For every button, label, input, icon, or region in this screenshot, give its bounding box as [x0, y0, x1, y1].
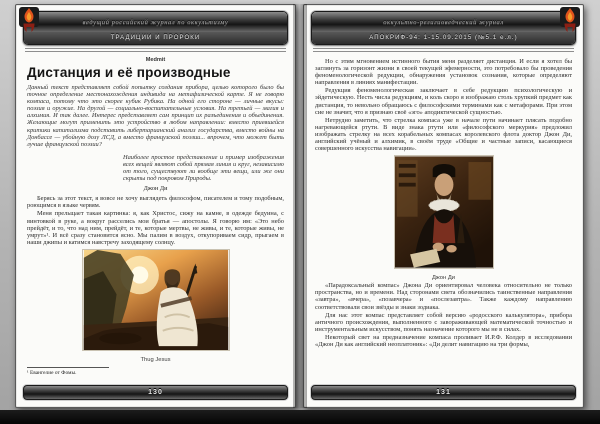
epigraph-quote: Наиболее простое представление и пример изображения всех вещей являют собой прямая линия и круг, независимо от того, существуют ли вообще эти вещи, или же они скрыты под покровом Природы.: [123, 153, 284, 183]
header-rule: [25, 48, 286, 52]
john-dee-caption: Джон Ди: [431, 275, 455, 282]
viewer-bottom-bar: [0, 410, 600, 424]
john-dee-portrait: [394, 155, 494, 269]
article-content-right: [304, 52, 583, 348]
epigraph-author: Джон Ди: [143, 185, 168, 193]
paragraph: Редукция феноменологическая заключает в себе редукцию психологическую и эйдетическую. Несть числа редукциям, и коль скоро я изображаю столь хрупкий предмет как дистанция, то невольно обращаюсь с философскими терминами как с метафорами. При этом сие не значит, что я признаю своё «эго» аподиктической сущностью.: [315, 87, 572, 116]
paragraph: Меня прельщает такая картинка: я, как Христос, сижу на камне, в одежде бедуина, с винтовкой в руке, а вокруг расселись мои братья — апостолы. Я говорю им: «Это небо прейдёт, и то, что над ним, прейдёт, и те, которые мертвы, не живы, и те, которые живы, не умрут»¹. И всё сразу становится ясно. Мы палим в воздух, откупориваем сидр, прыгаем в наши джипы и катимся навстречу заходящему солнцу.: [27, 210, 284, 246]
john-dee-figure: [315, 155, 572, 281]
paragraph: Нетрудно заметить, что стрелка компаса уже в начале пути начинает плясать подобно нагревающейся ртути. В виде знака ртути или «философского меркурия» предложил изображать стрелку на всех корабельных компасах королевского флота доктор Джон Ди, английский учёный и алхимик, в своём труде «Общие и частные записи, касающиеся совершенного искусства навигации».: [315, 116, 572, 153]
lead-paragraph: Данный текст представляет собой попытку создания прибора, целью которого было бы точное определение местонахождения индивида на метафизической карте. Я не говорю компаса, потому что это скорее кубик Рубика. На одной его стороне — личные вкусы: поэзия и оружие. На другой — социально-воспитательные условия. На третьей — магия и алхимия. И так далее. Интерес представляет сам принцип их разъединения и объединения. Желающие могут применить это устройство в любом направлении: вместо приевшейся критики капитализма подставить либертарианский анализ государства, вместо войны на Донбассе — убойную дозу ЛСД, а вместо французской поэзии... впрочем, что может быть лучше французской поэзии?: [27, 84, 284, 148]
page-number-left: 130: [23, 385, 288, 400]
paragraph: Но с этим мгновением истинного бытия меня разделяет дистанция. И если я хотел бы заглянуть за горизонт жизни в своей текущей эфемерности, это потребовало бы проведения феноменологической редукции, обнаружения установок сознания, которые определяют направления в линиях манифестации.: [315, 58, 572, 87]
page-header-left: [16, 5, 295, 52]
header-rule: [313, 48, 574, 52]
footnote: ¹ Евангелие от Фомы.: [27, 369, 77, 376]
article-title: Дистанция и её производные: [27, 65, 231, 80]
paragraph: Некоторый свет на предназначение компаса проливает И.Р.Ф. Колдер в исследовании «Джон Ди как английский неоплатоник»: «Ди делит навигацию на три формы,: [315, 333, 572, 348]
jesus-image-caption: Thug Jesus: [140, 356, 171, 363]
page-right: [303, 4, 584, 408]
page-left: [15, 4, 296, 408]
jesus-sunset-image: [82, 249, 230, 351]
journal-masthead: [23, 11, 288, 45]
paragraph: Берясь за этот текст, я вовсе не хочу выглядеть философом, писателем и тому подобным, роющимся в языке червям.: [27, 195, 284, 210]
jesus-sunset-figure: [27, 249, 284, 363]
paragraph: Для нас этот компас представляет собой версию «родосского калькулятора», прибора античного происхождения, выполненного с завораживающей математической точностью и инструментальным искусством, понять назначение которого мы не в силах.: [315, 311, 572, 333]
article-author: Medmit: [145, 57, 166, 63]
paragraph: «Парадоксальный компас» Джона Ди ориентировал человека относительно не только пространства, но и времени. Над сторонами света обозначились таинственные направления «завтра», «вчера», «позавчера» и «послезавтра». Также каждому направлению соответствовали свои звёзды и знаки зодиака.: [315, 282, 572, 311]
book-spine-shadow: [293, 4, 307, 408]
journal-tagline: ведущий российский журнал по оккультизму: [82, 18, 229, 26]
journal-masthead: [311, 11, 576, 45]
apokrif-flame-logo-icon: [560, 7, 580, 34]
section-title: ТРАДИЦИИ И ПРОРОКИ: [24, 32, 287, 44]
page-number-right: 131: [311, 385, 576, 400]
footnote-rule: [27, 367, 109, 368]
issue-title: АПОКРИФ-94: 1-15.09.2015 (№5.1 е.л.): [312, 32, 575, 44]
page-header-right: [304, 5, 583, 52]
journal-tagline: оккультно-религиоведческий журнал: [383, 18, 504, 26]
article-content-left: [16, 52, 295, 376]
apokrif-flame-logo-icon: [19, 7, 39, 34]
